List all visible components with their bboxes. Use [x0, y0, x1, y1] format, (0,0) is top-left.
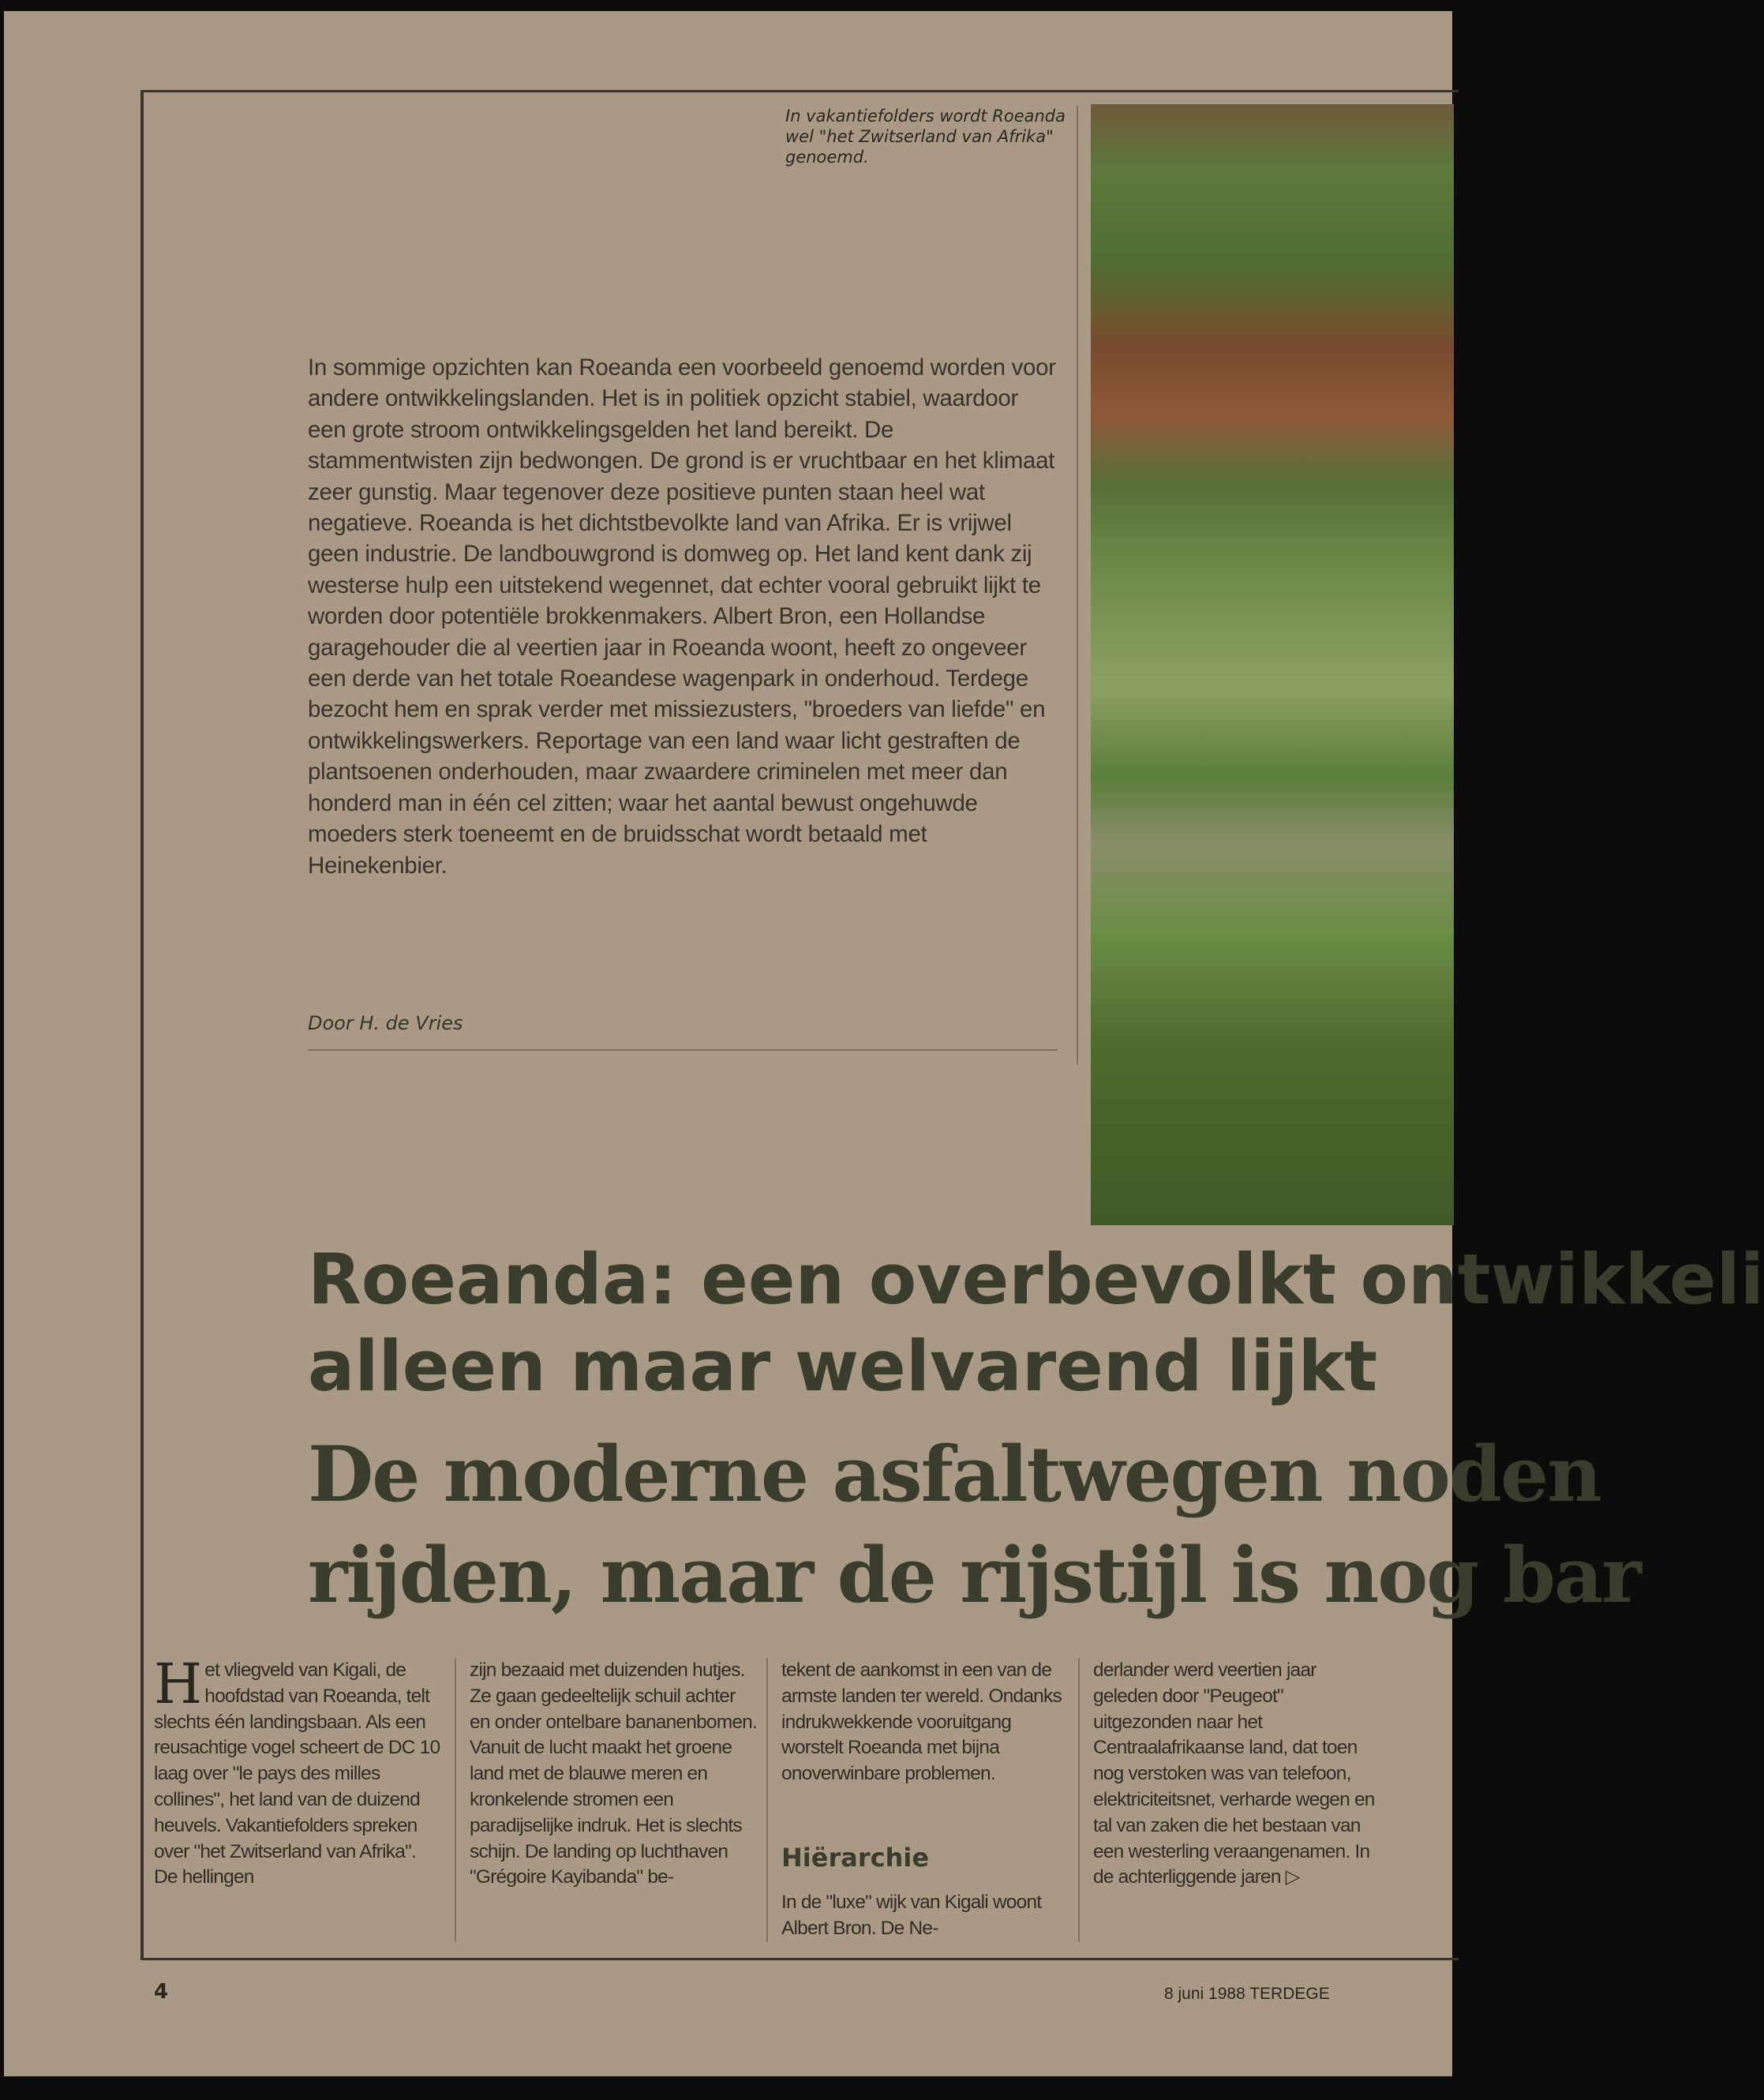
body-column-3: tekent de aankomst in een van de armste landen ter wereld. Ondanks indrukwekkende vooruitgang worstelt Roeanda met bijna onoverwinbare problemen.: [781, 1659, 1062, 1785]
headline: [308, 1236, 1764, 1410]
byline: Door H. de Vries: [308, 1012, 463, 1034]
section-subhead: Hiërarchie: [781, 1843, 930, 1873]
body-column-1-text: et vliegveld van Kigali, de hoofdstad van Roeanda, telt slechts één landingsbaan. Als een reusachtige vogel scheert de DC 10 laag over "le pays des milles collines", het land van de duizend heuvels. Vakantiefolders spreken over "het Zwitserland van Afrika". De hellingen: [154, 1659, 440, 1888]
bottom-frame-rule: [140, 1958, 1459, 1960]
photo-caption: In vakantiefolders wordt Roeanda wel "het Zwitserland van Afrika" genoemd.: [785, 107, 1066, 167]
body-column-1: [154, 1652, 442, 1891]
column-divider-2: [766, 1658, 768, 1942]
column-divider-1: [455, 1658, 456, 1942]
drop-cap: H: [154, 1652, 202, 1716]
headline-line-1: Roeanda: een overbevolkt ontwikkeli: [308, 1239, 1764, 1320]
footer-issue-date: 8 juni 1988 TERDEGE: [1164, 1985, 1330, 2003]
left-frame-rule: [140, 90, 144, 1958]
intro-paragraph: In sommige opzichten kan Roeanda een voorbeeld genoemd worden voor andere ontwikkelingslanden. Het is in politiek opzicht stabiel, waardoor een grote stroom ontwikkelingsgelden het land bereikt. De stammentwisten zijn bedwongen. De grond is er vruchtbaar en het klimaat zeer gunstig. Maar tegenover deze positieve punten staan heel wat negatieve. Roeanda is het dichtstbevolkte land van Afrika. Er is vrijwel geen industrie. De landbouwgrond is domweg op. Het land kent dank zij westerse hulp een uitstekend wegennet, dat echter vooral gebruikt lijkt te worden door potentiële brokkenmakers. Albert Bron, een Hollandse garagehouder die al veertien jaar in Roeanda woont, heeft zo ongeveer een derde van het totale Roeandese wagenpark in onderhoud. Terdege bezocht hem en sprak verder met missiezusters, "broeders van liefde" en ontwikkelingswerkers. Reportage van een land waar licht gestraften de plantsoenen onderhouden, maar zwaardere criminelen met meer dan honderd man in één cel zitten; waar het aantal bewust ongehuwde moeders sterk toeneemt en de bruidsschat wordt betaald met Heinekenbier.: [308, 354, 1056, 879]
top-frame-rule: [140, 90, 1459, 92]
magazine-page: [4, 11, 1764, 2076]
body-column-2: zijn bezaaid met duizenden hutjes. Ze gaan gedeeltelijk schuil achter en onder ontelbare bananenbomen. Vanuit de lucht maakt het groene land met de blauwe meren en kronkelende stromen een paradijselijke indruk. Het is slechts schijn. De landing op luchthaven "Grégoire Kayibanda" be-: [470, 1659, 757, 1888]
subheadline-line-1: De moderne asfaltwegen noden: [308, 1430, 1601, 1519]
body-column-3-continued: In de "luxe" wijk van Kigali woont Albert Bron. De Ne-: [781, 1892, 1042, 1939]
column-divider-3: [1078, 1658, 1080, 1942]
body-column-4: derlander werd veertien jaar geleden door "Peugeot" uitgezonden naar het Centraalafrikaanse land, dat toen nog verstoken was van telefoon, elektriciteitsnet, verharde wegen en tal van zaken die het bestaan van een westerling veraangenamen. In de achterliggende jaren ▷: [1093, 1659, 1375, 1888]
landscape-photo: [1091, 104, 1454, 1225]
caption-divider: [1077, 106, 1078, 1065]
subheadline: [308, 1424, 1640, 1626]
subheadline-line-2: rijden, maar de rijstijl is nog bar: [308, 1531, 1640, 1620]
headline-line-2: alleen maar welvarend lijkt: [308, 1326, 1378, 1407]
byline-divider: [308, 1049, 1058, 1051]
page-number: 4: [154, 1980, 169, 2004]
